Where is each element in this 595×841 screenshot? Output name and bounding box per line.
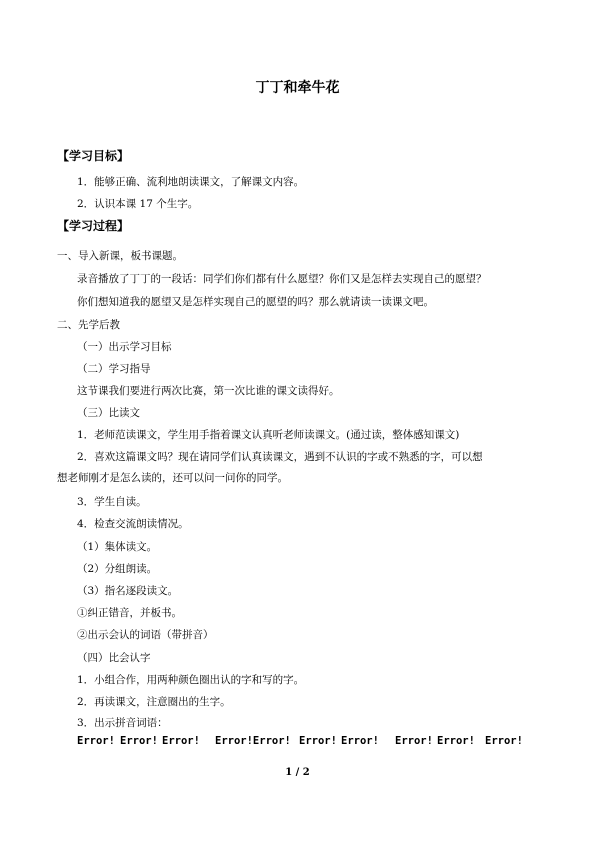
process-line: （3）指名逐段读文。 xyxy=(77,585,179,597)
error-text: Error! xyxy=(485,735,523,747)
process-line: 3．学生自读。 xyxy=(77,496,147,508)
error-text: Error!Error! xyxy=(215,735,291,747)
process-line: （1）集体读文。 xyxy=(77,541,158,553)
process-line: 你们想知道我的愿望又是怎样实现自己的愿望的吗？那么就请读一读课文吧。 xyxy=(77,296,434,308)
goal-item-1: 1．能够正确、流利地朗读课文，了解课文内容。 xyxy=(77,176,305,188)
error-text: Error! xyxy=(120,735,158,747)
error-text: Error! xyxy=(437,735,475,747)
process-line: （四）比会认字 xyxy=(77,652,151,664)
error-text: Error! xyxy=(341,735,379,747)
process-line: 这节课我们要进行两次比赛，第一次比谁的课文读得好。 xyxy=(77,385,340,397)
process-line: 一、导入新课，板书课题。 xyxy=(57,250,183,262)
process-line: 二、先学后教 xyxy=(57,319,120,331)
error-text: Error! xyxy=(77,735,115,747)
error-placeholders xyxy=(77,734,527,749)
process-line: 2．喜欢这篇课文吗？现在请同学们认真读课文，遇到不认识的字或不熟悉的字，可以想 xyxy=(77,451,483,463)
error-text: Error! xyxy=(299,735,337,747)
error-text: Error! xyxy=(395,735,433,747)
process-line: （一）出示学习目标 xyxy=(77,341,172,353)
process-line: 想老师刚才是怎么读的，还可以问一问你的同学。 xyxy=(57,472,288,484)
goals-heading: 【学习目标】 xyxy=(57,149,130,163)
process-line: ②出示会认的词语（带拼音） xyxy=(77,629,214,641)
process-line: 3．出示拼音词语： xyxy=(77,717,168,729)
process-line: 2．再读课文，注意圈出的生字。 xyxy=(77,696,231,708)
process-line: （二）学习指导 xyxy=(77,363,151,375)
process-line: 1．老师范读课文，学生用手指着课文认真听老师读课文。(通过读，整体感知课文) xyxy=(77,429,460,441)
process-line: ①纠正错音，并板书。 xyxy=(77,607,182,619)
process-line: （2）分组朗读。 xyxy=(77,563,158,575)
process-line: （三）比读文 xyxy=(77,407,140,419)
goal-item-2: 2．认识本课 17 个生字。 xyxy=(77,198,199,210)
process-line: 4．检查交流朗读情况。 xyxy=(77,518,189,530)
page-title: 丁丁和牵牛花 xyxy=(255,80,340,96)
page-number: 1 / 2 xyxy=(285,767,310,778)
process-line: 1．小组合作，用两种颜色圈出认的字和写的字。 xyxy=(77,674,305,686)
error-text: Error! xyxy=(162,735,200,747)
process-line: 录音播放了丁丁的一段话：同学们你们都有什么愿望？你们又是怎样去实现自己的愿望？ xyxy=(77,273,487,285)
process-heading: 【学习过程】 xyxy=(57,219,130,233)
